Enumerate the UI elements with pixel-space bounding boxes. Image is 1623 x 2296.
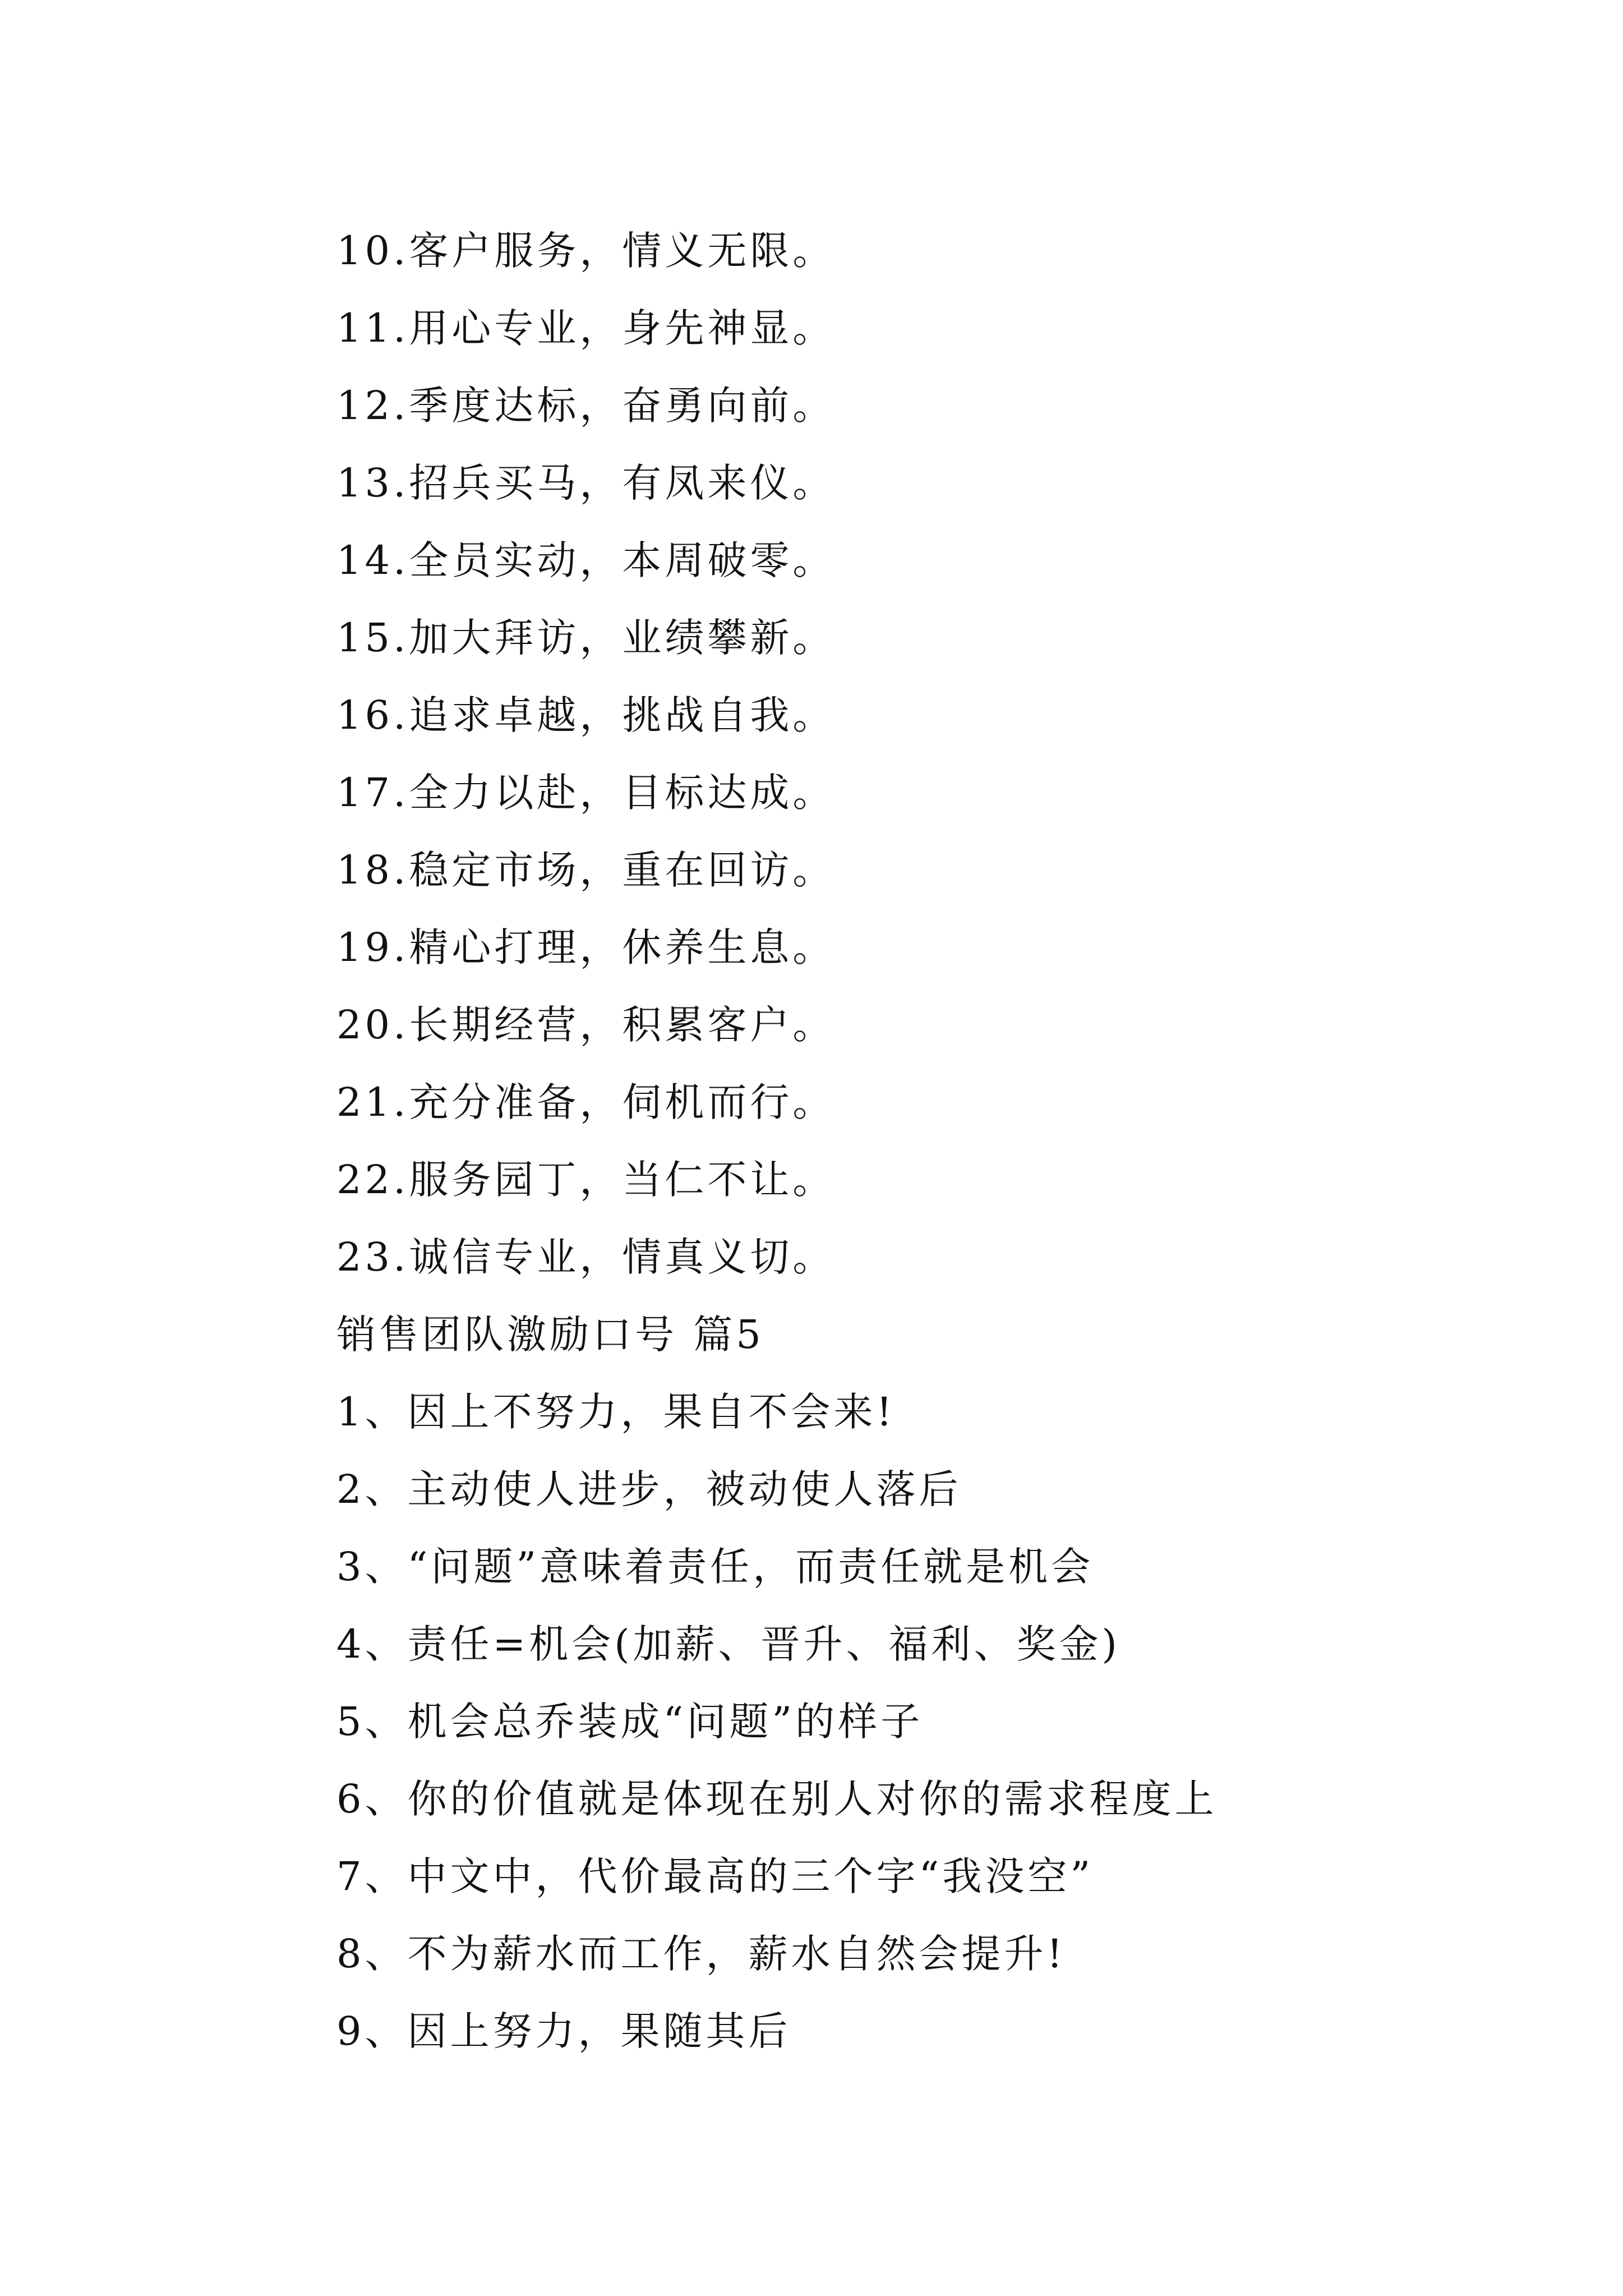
list-item: 9、因上努力，果随其后	[336, 2008, 791, 2054]
list-item: 5、机会总乔装成“问题”的样子	[336, 1699, 924, 1745]
list-item: 12.季度达标，奋勇向前。	[336, 383, 836, 429]
list-item: 13.招兵买马，有凤来仪。	[336, 460, 836, 506]
list-item: 22.服务园丁，当仁不让。	[336, 1157, 836, 1203]
section-heading: 销售团队激励口号 篇5	[336, 1312, 764, 1358]
document-body	[336, 212, 1570, 2070]
list-item: 19.精心打理，休养生息。	[336, 924, 836, 970]
list-item: 2、主动使人进步，被动使人落后	[336, 1466, 962, 1512]
list-item: 16.追求卓越，挑战自我。	[336, 692, 836, 738]
list-item: 11.用心专业，身先神显。	[336, 305, 836, 351]
list-item: 8、不为薪水而工作，薪水自然会提升!	[336, 1931, 1066, 1977]
list-item: 1、因上不努力，果自不会来!	[336, 1389, 896, 1435]
list-item: 17.全力以赴，目标达成。	[336, 770, 836, 816]
list-item: 15.加大拜访，业绩攀新。	[336, 615, 836, 661]
list-item: 18.稳定市场，重在回访。	[336, 847, 836, 893]
list-item: 14.全员实动，本周破零。	[336, 537, 836, 583]
list-item: 7、中文中，代价最高的三个字“我没空”	[336, 1853, 1094, 1899]
list-item: 4、责任=机会(加薪、晋升、福利、奖金)	[336, 1621, 1121, 1667]
list-item: 10.客户服务，情义无限。	[336, 228, 836, 274]
list-item: 23.诚信专业，情真义切。	[336, 1234, 836, 1280]
list-item: 20.长期经营，积累客户。	[336, 1002, 836, 1048]
list-item: 21.充分准备，伺机而行。	[336, 1079, 836, 1125]
list-item: 6、你的价值就是体现在别人对你的需求程度上	[336, 1776, 1218, 1822]
list-item: 3、“问题”意味着责任，而责任就是机会	[336, 1544, 1094, 1590]
